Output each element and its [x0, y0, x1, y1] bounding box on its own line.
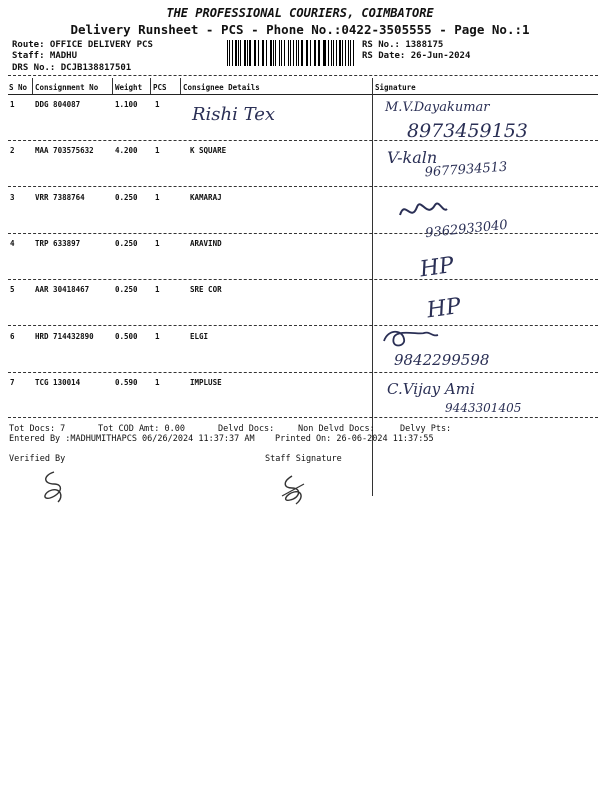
signature-phone: 9842299598: [394, 351, 490, 369]
signature-name: V-kaln: [387, 148, 438, 167]
barcode-bar: [262, 40, 263, 66]
barcode-bar: [301, 40, 303, 66]
barcode-bar: [336, 40, 337, 66]
row-consignment-no: MAA 703575632: [35, 146, 94, 156]
barcode-bar: [331, 40, 332, 66]
row-sno: 6: [10, 331, 15, 341]
barcode-bar: [333, 40, 334, 66]
signature-row-3: [395, 193, 575, 242]
drs-number: DRS No.: DCJB138817501: [12, 63, 132, 73]
barcode-bar: [306, 40, 307, 66]
barcode-bar: [279, 40, 280, 66]
signature-phone: 8973459153: [407, 120, 528, 142]
barcode-bar: [353, 40, 354, 66]
row-consignee: KAMARAJ: [190, 192, 222, 202]
signature-name: M.V.Dayakumar: [385, 100, 490, 115]
row-pcs: 1: [155, 331, 160, 341]
barcode-bar: [307, 40, 308, 66]
row-sno: 5: [10, 285, 15, 295]
total-cod-amount: Tot COD Amt: 0.00: [98, 424, 185, 434]
signature-name: HP: [418, 252, 456, 283]
barcode-bar: [350, 40, 351, 66]
row-pcs: 1: [155, 146, 160, 156]
printed-on: Printed On: 26-06-2024 11:37:55: [275, 434, 434, 444]
row-consignment-no: TRP 633897: [35, 238, 81, 248]
company-name: THE PROFESSIONAL COURIERS, COIMBATORE: [166, 6, 434, 20]
row-weight: 0.500: [115, 331, 138, 341]
route-label: Route: OFFICE DELIVERY PCS: [12, 40, 153, 50]
col-pcs: PCS: [153, 83, 167, 92]
delivery-points: Delvy Pts:: [400, 424, 452, 434]
row-sno: 2: [10, 146, 15, 156]
col-signature: Signature: [375, 83, 416, 92]
signature-row-5: [425, 291, 485, 323]
barcode-bar: [263, 40, 264, 66]
staff-signature-label: Staff Signature: [265, 454, 342, 464]
barcode-bar: [298, 40, 299, 66]
row-consignment-no: VRR 7388764: [35, 192, 85, 202]
barcode-bar: [342, 40, 343, 66]
barcode-bar: [232, 40, 233, 66]
barcode-bar: [290, 40, 291, 66]
rs-date: RS Date: 26-Jun-2024: [362, 51, 471, 61]
row-consignment-no: DDG 804087: [35, 100, 81, 109]
divider: [180, 78, 181, 94]
non-delivered-docs: Non Delvd Docs:: [298, 424, 375, 434]
row-sno: 7: [10, 377, 15, 387]
row-consignment-no: AAR 30418467: [35, 285, 90, 295]
verified-by-label: Verified By: [9, 454, 66, 464]
row-weight: 1.100: [115, 100, 138, 109]
signature-row-1: [383, 97, 583, 143]
row-sno: 4: [10, 238, 15, 248]
row-weight: 0.250: [115, 285, 138, 295]
row-pcs: 1: [155, 100, 160, 109]
barcode: [227, 40, 357, 66]
row-consignee: ELGI: [190, 331, 209, 341]
signature-row-2: [385, 145, 585, 185]
row-separator: [8, 372, 598, 373]
row-sno: 1: [10, 100, 15, 109]
signature-phone: 9677934513: [424, 159, 508, 181]
barcode-bar: [293, 40, 294, 66]
row-consignee: ARAVIND: [190, 238, 222, 248]
barcode-bar: [318, 40, 319, 66]
row-pcs: 1: [155, 377, 160, 387]
barcode-bar: [249, 40, 251, 66]
barcode-bar: [296, 40, 297, 66]
barcode-bar: [345, 40, 346, 66]
row-pcs: 1: [155, 285, 160, 295]
verifier-signature: [38, 470, 68, 504]
signature-row-4: [418, 250, 478, 282]
signature-name: HP: [425, 293, 463, 324]
signature-name: C.Vijay Ami: [387, 380, 475, 398]
barcode-bar: [284, 40, 286, 66]
row-pcs: 1: [155, 192, 160, 202]
col-sno: S No: [9, 83, 28, 92]
row-separator: [8, 279, 598, 280]
handwritten-consignee: [190, 98, 310, 128]
signature-phone: 9443301405: [445, 401, 522, 415]
barcode-bar: [323, 40, 324, 66]
col-consignment: Consignment No: [35, 83, 99, 92]
signature-phone: 9362933040: [424, 217, 509, 242]
col-weight: Weight: [115, 83, 143, 92]
barcode-bar: [238, 40, 239, 66]
table-top-border: [8, 75, 598, 76]
barcode-bar: [247, 40, 248, 66]
barcode-bar: [244, 40, 245, 66]
barcode-bar: [324, 40, 326, 66]
barcode-bar: [348, 40, 349, 66]
runsheet-title: Delivery Runsheet - PCS - Phone No.:0422-3505555 - Page No.:1: [70, 22, 530, 37]
row-weight: 0.250: [115, 192, 138, 202]
rs-number: RS No.: 1388175: [362, 40, 444, 50]
barcode-bar: [315, 40, 316, 66]
barcode-bar: [275, 40, 276, 66]
barcode-bar: [255, 40, 256, 66]
barcode-bar: [310, 40, 311, 66]
barcode-bar: [258, 40, 259, 66]
col-consignee: Consignee Details: [183, 83, 260, 92]
row-consignee: IMPLUSE: [190, 377, 222, 387]
barcode-bar: [227, 40, 228, 66]
staff-label: Staff: MADHU: [12, 51, 78, 61]
row-consignee: K SQUARE: [190, 146, 227, 156]
row-weight: 0.250: [115, 238, 138, 248]
barcode-bar: [266, 40, 267, 66]
row-sno: 3: [10, 192, 15, 202]
barcode-bar: [314, 40, 315, 66]
barcode-bar: [273, 40, 274, 66]
row-consignment-no: TCG 130014: [35, 377, 81, 387]
row-weight: 4.200: [115, 146, 138, 156]
entered-by: Entered By :MADHUMITHAPCS 06/26/2024 11:37:37 AM: [9, 434, 255, 444]
row-pcs: 1: [155, 238, 160, 248]
signature-row-6: [380, 327, 580, 371]
barcode-bar: [229, 40, 230, 66]
row-weight: 0.590: [115, 377, 138, 387]
row-consignment-no: HRD 714432890: [35, 331, 94, 341]
barcode-bar: [281, 40, 282, 66]
barcode-bar: [240, 40, 241, 66]
barcode-bar: [235, 40, 237, 66]
divider: [32, 78, 33, 94]
barcode-bar: [339, 40, 341, 66]
header-rule: [8, 94, 598, 95]
total-docs: Tot Docs: 7: [9, 424, 66, 434]
barcode-bar: [288, 40, 289, 66]
barcode-bar: [270, 40, 272, 66]
delivered-docs: Delvd Docs:: [218, 424, 275, 434]
staff-signature: [278, 474, 308, 506]
signature-row-7: [385, 376, 585, 418]
divider: [112, 78, 113, 94]
handwritten-consignee-text: Rishi Tex: [192, 104, 276, 125]
row-separator: [8, 186, 598, 187]
row-consignee: SRE COR: [190, 285, 222, 295]
table-bottom-border: [8, 417, 598, 418]
barcode-bar: [328, 40, 329, 66]
barcode-bar: [254, 40, 255, 66]
divider: [150, 78, 151, 94]
